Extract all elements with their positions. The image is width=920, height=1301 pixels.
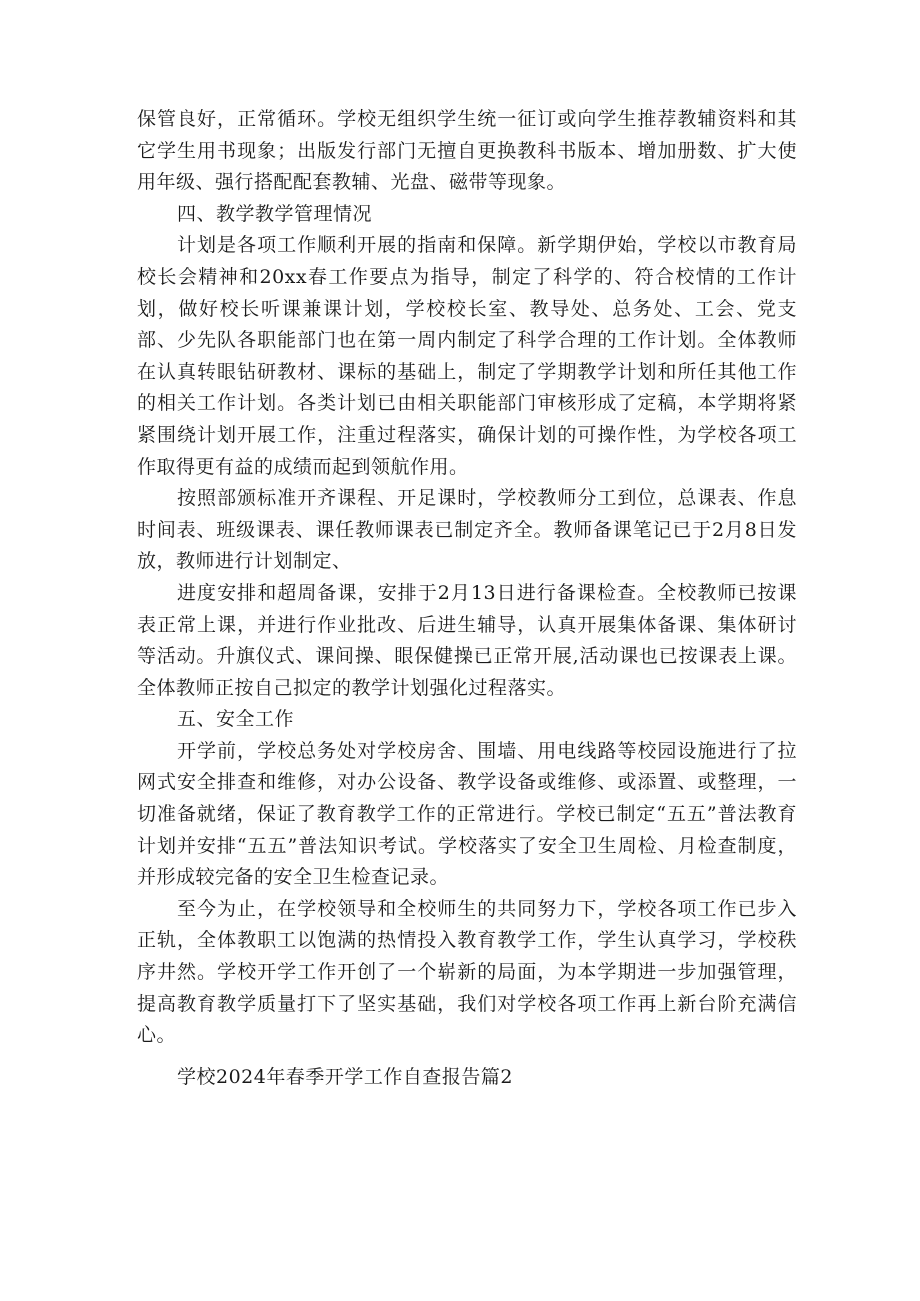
- paragraph-textbook-management: 保管良好，正常循环。学校无组织学生统一征订或向学生推荐教辅资料和其它学生用书现象；出版发行部门无擅自更换教科书版本、增加册数、扩大使用年级、强行搭配配套教辅、光盘、磁带等现象。: [137, 108, 797, 194]
- section-heading-teaching-management: 四、教学教学管理情况: [177, 202, 373, 225]
- paragraph-lesson-preparation: 进度安排和超周备课，安排于2月13日进行备课检查。全校教师已按课表正常上课，并进行作业批改、后进生辅导，认真开展集体备课、集体研讨等活动。升旗仪式、课间操、眼保健操已正常开展,活动课也已按课表上课。全体教师正按自己拟定的教学计划强化过程落实。: [137, 581, 797, 699]
- report-title-part-2: 学校2024年春季开学工作自查报告篇2: [177, 1065, 513, 1088]
- paragraph-course-schedule: 按照部颁标准开齐课程、开足课时，学校教师分工到位，总课表、作息时间表、班级课表、课任教师课表已制定齐全。教师备课笔记已于2月8日发放，教师进行计划制定、: [137, 487, 797, 573]
- paragraph-safety-inspection: 开学前，学校总务处对学校房舍、围墙、用电线路等校园设施进行了拉网式安全排查和维修，对办公设备、教学设备或维修、或添置、或整理，一切准备就绪，保证了教育教学工作的正常进行。学校已制定“五五”普法教育计划并安排“五五”普法知识考试。学校落实了安全卫生周检、月检查制度，并形成较完备的安全卫生检查记录。: [137, 739, 797, 889]
- paragraph-work-plan: 计划是各项工作顺利开展的指南和保障。新学期伊始，学校以市教育局校长会精神和20xx春工作要点为指导，制定了科学的、符合校情的工作计划，做好校长听课兼课计划，学校校长室、教导处、总务处、工会、党支部、少先队各职能部门也在第一周内制定了科学合理的工作计划。全体教师在认真转眼钻研教材、课标的基础上，制定了学期教学计划和所任其他工作的相关工作计划。各类计划已由相关职能部门审核形成了定稿，本学期将紧紧围绕计划开展工作，注重过程落实，确保计划的可操作性，为学校各项工作取得更有益的成绩而起到领航作用。: [137, 234, 797, 478]
- paragraph-conclusion: 至今为止，在学校领导和全校师生的共同努力下，学校各项工作已步入正轨，全体教职工以饱满的热情投入教育教学工作，学生认真学习，学校秩序井然。学校开学工作开创了一个崭新的局面，为本学期进一步加强管理，提高教育教学质量打下了坚实基础，我们对学校各项工作再上新台阶充满信心。: [137, 897, 797, 1047]
- section-heading-safety-work: 五、安全工作: [177, 708, 295, 731]
- document-body: [137, 104, 797, 1093]
